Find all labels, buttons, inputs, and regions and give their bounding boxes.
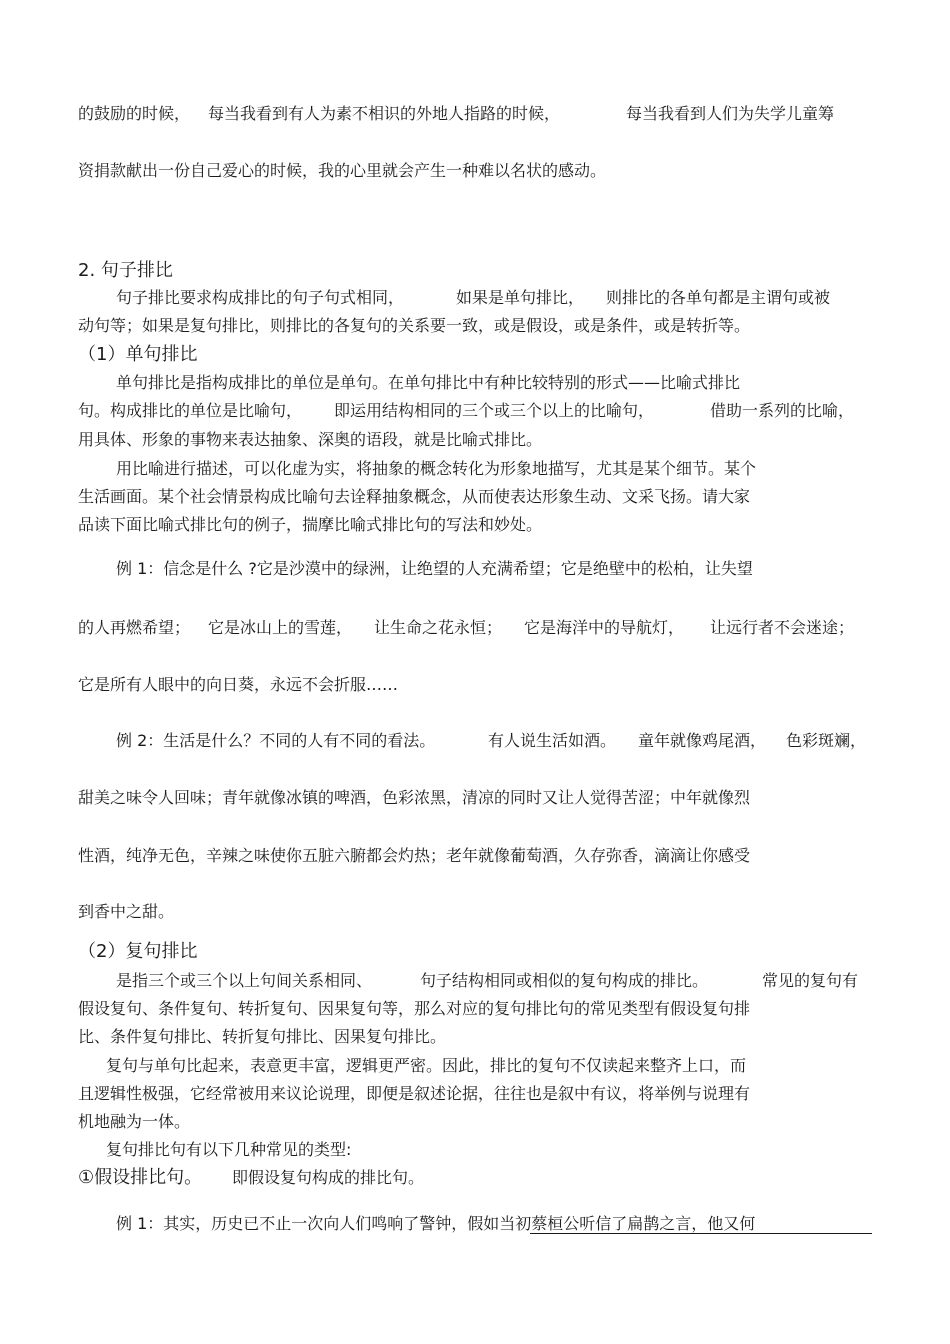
text-segment: 即运用结构相同的三个或三个以上的比喻句， [334, 401, 655, 420]
text-segment: 句子结构相同或相似的复句构成的排比。 [420, 971, 709, 990]
text-segment: 每当我看到人们为失学儿童筹 [626, 104, 835, 123]
heading-text: （2）复句排比 [78, 941, 198, 962]
text-segment: 借助一系列的比喻， [710, 401, 855, 420]
text-segment: 让生命之花永恒； [374, 618, 503, 637]
text-segment: 例 1：其实，历史已不止一次向人们鸣响了警钟，假如当初蔡桓公听信了扁鹊之言，他又何 [116, 1214, 756, 1233]
text-segment: 假设复句、条件复句、转折复句、因果复句等，那么对应的复句排比句的常见类型有假设复句排 [78, 999, 751, 1018]
text-segment: 它是所有人眼中的向日葵，永远不会折服…… [78, 675, 399, 694]
text-segment: 它是海洋中的导航灯， [524, 618, 685, 637]
text-segment: 甜美之味令人回味；青年就像冰镇的啤酒，色彩浓黑，清凉的同时又让人觉得苦涩；中年就像烈 [78, 788, 751, 807]
text-segment: 即假设复句构成的排比句。 [232, 1168, 425, 1187]
heading-text: （1）单句排比 [78, 344, 198, 365]
text-segment: 它是冰山上的雪莲， [208, 618, 353, 637]
text-segment: 例 1：信念是什么 ?它是沙漠中的绿洲，让绝望的人充满希望；它是绝壁中的松柏，让失望 [116, 559, 753, 578]
text-segment: 例 2：生活是什么？不同的人有不同的看法。 [116, 731, 436, 750]
text-segment: 且逻辑性极强，它经常被用来议论说理，即便是叙述论据，往往也是叙中有议，将举例与说理有 [78, 1084, 751, 1103]
text-segment: 是指三个或三个以上句间关系相同、 [116, 971, 373, 990]
text-segment: 的鼓励的时候， [78, 104, 191, 123]
text-segment: 到香中之甜。 [78, 902, 175, 921]
text-segment: 则排比的各单句都是主谓句或被 [606, 288, 831, 307]
text-segment: 资捐款献出一份自己爱心的时候，我的心里就会产生一种难以名状的感动。 [78, 161, 607, 180]
text-segment: 复句与单句比起来，表意更丰富，逻辑更严密。因此，排比的复句不仅读起来整齐上口，而 [106, 1056, 747, 1075]
underline-rule [530, 1233, 872, 1234]
text-segment: 色彩斑斓， [786, 731, 867, 750]
text-segment: 性酒，纯净无色，辛辣之味使你五脏六腑都会灼热；老年就像葡萄酒，久存弥香，滴滴让你感受 [78, 846, 751, 865]
text-segment: 动句等；如果是复句排比，则排比的各复句的关系要一致，或是假设，或是条件，或是转折等。 [78, 316, 751, 335]
text-segment: 句。构成排比的单位是比喻句， [78, 401, 303, 420]
text-segment: 单句排比是指构成排比的单位是单句。在单句排比中有种比较特别的形式——比喻式排比 [116, 373, 741, 392]
text-segment: 有人说生活如酒。 [488, 731, 617, 750]
text-segment: 常见的复句有 [762, 971, 859, 990]
text-segment: 用具体、形象的事物来表达抽象、深奥的语段，就是比喻式排比。 [78, 430, 543, 449]
text-segment: 比、条件复句排比、转折复句排比、因果复句排比。 [78, 1027, 447, 1046]
text-segment: 每当我看到有人为素不相识的外地人指路的时候， [208, 104, 561, 123]
text-segment: 用比喻进行描述，可以化虚为实，将抽象的概念转化为形象地描写，尤其是某个细节。某个 [116, 459, 757, 478]
type-heading: ①假设排比句。 [78, 1167, 203, 1188]
text-segment: 童年就像鸡尾酒， [638, 731, 767, 750]
heading-text: 2. 句子排比 [78, 260, 173, 281]
text-segment: 复句排比句有以下几种常见的类型: [106, 1140, 352, 1159]
text-segment: 让远行者不会迷途； [710, 618, 855, 637]
text-segment: 的人再燃希望； [78, 618, 191, 637]
text-segment: 生活画面。某个社会情景构成比喻句去诠释抽象概念，从而使表达形象生动、文采飞扬。请大家 [78, 487, 751, 506]
text-segment: 机地融为一体。 [78, 1112, 191, 1131]
text-segment: 如果是单句排比， [456, 288, 585, 307]
text-segment: 品读下面比喻式排比句的例子，揣摩比喻式排比句的写法和妙处。 [78, 515, 543, 534]
text-segment: 句子排比要求构成排比的句子句式相同， [116, 288, 405, 307]
